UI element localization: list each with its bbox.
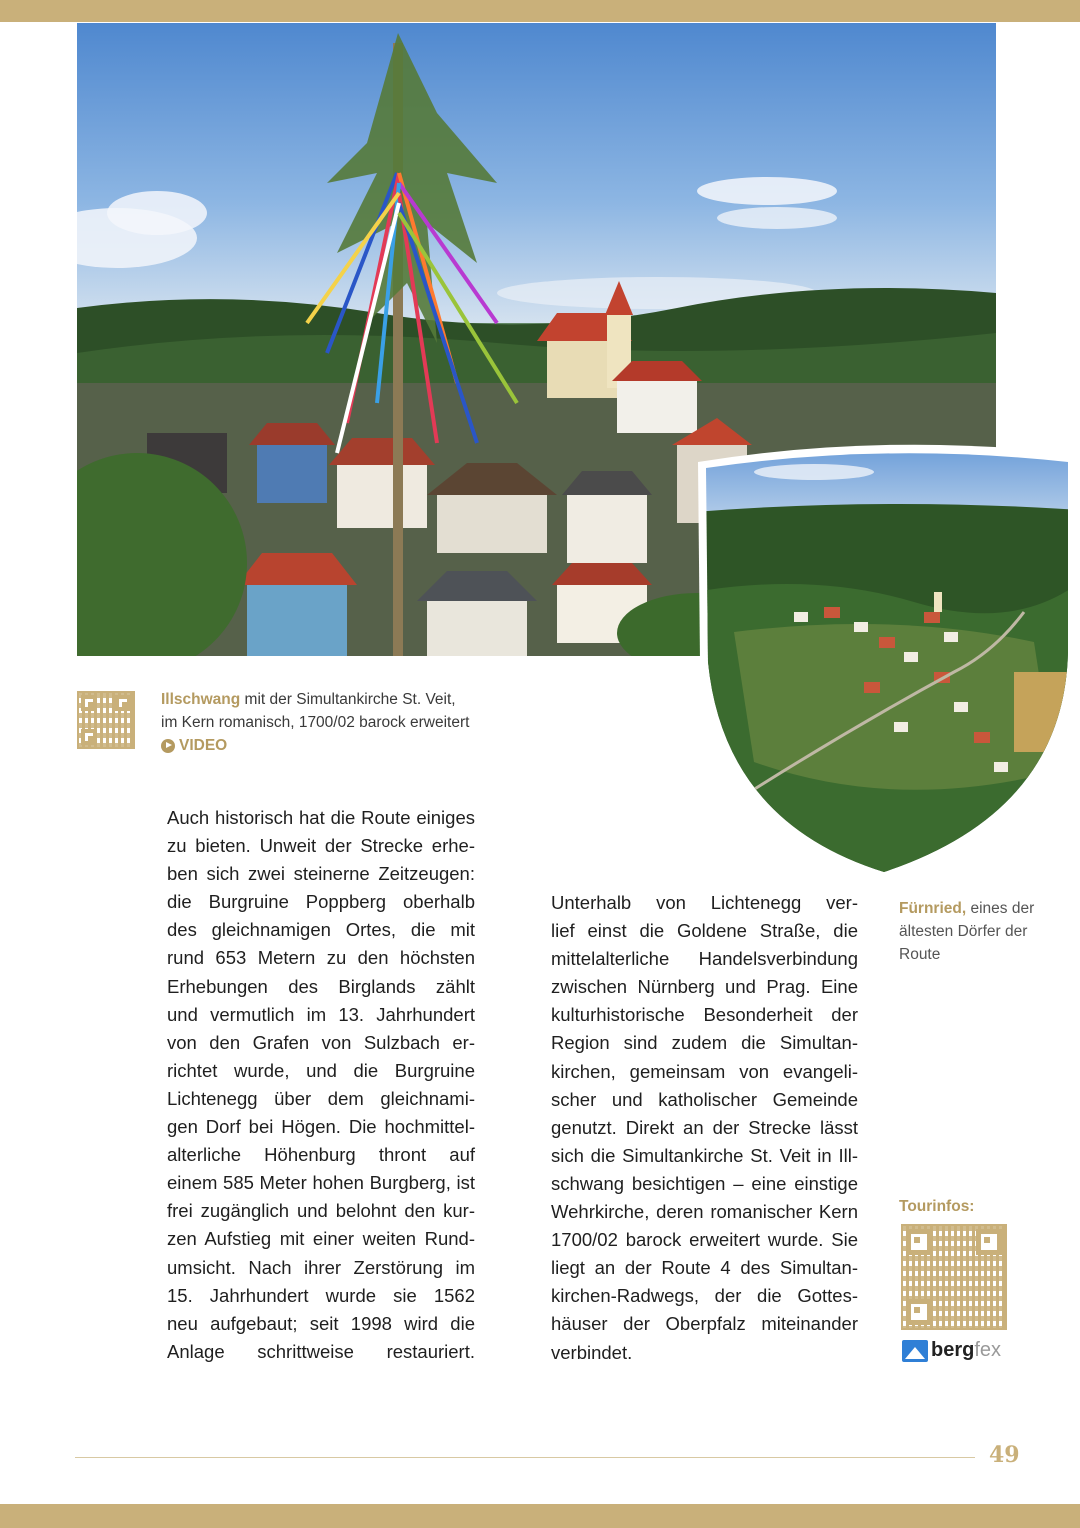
article-column-1 bbox=[167, 804, 475, 1366]
article-line: kirchen-Radwegs, der die Gottes- bbox=[551, 1285, 858, 1307]
article-line: Erhebungen des Birglands zählt bbox=[167, 975, 475, 997]
article-line: Unterhalb von Lichtenegg ver- bbox=[551, 892, 858, 913]
page-number: 49 bbox=[989, 1442, 1020, 1468]
bergfex-logo[interactable] bbox=[902, 1339, 1001, 1362]
qr-finder-icon bbox=[906, 1299, 932, 1325]
caption-text: im Kern romanisch, 1700/02 barock erweitert bbox=[161, 714, 470, 731]
qr-finder-icon bbox=[115, 695, 131, 711]
qr-code-video[interactable] bbox=[77, 691, 135, 749]
article-line: kirchen, gemeinsam von evangeli- bbox=[551, 1060, 858, 1082]
article-line: lief einst die Goldene Straße, die bbox=[551, 920, 858, 942]
bergfex-logo-text: berg bbox=[931, 1339, 975, 1361]
article-line: genutzt. Direkt an der Strecke lässt bbox=[551, 1116, 858, 1138]
play-icon bbox=[161, 739, 175, 753]
article-line: Region sind zudem die Simultan- bbox=[551, 1032, 858, 1054]
article-column-2 bbox=[551, 889, 858, 1367]
tourinfos-label: Tourinfos: bbox=[899, 1198, 975, 1215]
article-line: 15. Jahrhundert wurde sie 1562 bbox=[167, 1284, 475, 1306]
top-band bbox=[0, 0, 1080, 22]
bergfex-logo-text: fex bbox=[974, 1339, 1002, 1361]
video-label: VIDEO bbox=[179, 737, 228, 754]
caption-place: Fürnried, bbox=[899, 900, 967, 917]
article-line: 1700/02 barock erweitert wurde. Sie bbox=[551, 1229, 858, 1251]
caption-text: ältesten Dörfer der bbox=[899, 923, 1028, 940]
article-line: Anlage schrittweise restauriert. bbox=[167, 1340, 475, 1362]
article-line: häuser der Oberpfalz miteinander bbox=[551, 1313, 858, 1335]
article-line: frei zugänglich und belohnt den kur- bbox=[167, 1200, 475, 1222]
article-line: zwischen Nürnberg und Prag. Eine bbox=[551, 976, 858, 998]
article-line: umsicht. Nach ihrer Zerstörung im bbox=[167, 1256, 475, 1278]
article-line: die Burgruine Poppberg oberhalb bbox=[167, 891, 475, 913]
article-line: rund 653 Metern zu den höchsten bbox=[167, 947, 475, 969]
caption-fuernried bbox=[899, 897, 1059, 966]
qr-finder-icon bbox=[976, 1229, 1002, 1255]
article-line: von den Grafen von Sulzbach er- bbox=[167, 1031, 475, 1053]
article-line: scher und katholischer Gemeinde bbox=[551, 1088, 858, 1110]
qr-finder-icon bbox=[81, 695, 97, 711]
qr-finder-icon bbox=[906, 1229, 932, 1255]
article-line: einem 585 Meter hohen Burgberg, ist bbox=[167, 1172, 475, 1194]
bergfex-logo-icon bbox=[902, 1340, 928, 1362]
article-line: zu bieten. Unweit der Strecke erhe- bbox=[167, 835, 475, 857]
article-line: mittelalterliche Handelsverbindung bbox=[551, 948, 858, 970]
article-line: des gleichnamigen Ortes, die mit bbox=[167, 919, 475, 941]
article-line: Auch historisch hat die Route einiges bbox=[167, 807, 475, 828]
article-line: und vermutlich im 13. Jahrhundert bbox=[167, 1003, 475, 1025]
article-line: liegt an der Route 4 des Simultan- bbox=[551, 1257, 858, 1279]
bottom-band bbox=[0, 1504, 1080, 1528]
article-line: verbindet. bbox=[551, 1341, 633, 1363]
qr-code-tourinfos[interactable] bbox=[901, 1224, 1007, 1330]
footer-rule bbox=[75, 1457, 975, 1458]
article-line: alterliche Höhenburg thront auf bbox=[167, 1144, 475, 1166]
article-line: zen Aufstieg mit einer weiten Rund- bbox=[167, 1228, 475, 1250]
caption-text: eines der bbox=[966, 900, 1035, 917]
qr-finder-icon bbox=[81, 729, 97, 745]
article-line: Lichtenegg über dem gleichnami- bbox=[167, 1087, 475, 1109]
article-line: gen Dorf bei Högen. Die hochmittel- bbox=[167, 1116, 475, 1138]
article-line: richtet wurde, und die Burgruine bbox=[167, 1059, 475, 1081]
caption-text: mit der Simultankirche St. Veit, bbox=[240, 691, 456, 708]
photo-fuernried bbox=[694, 432, 1080, 882]
article-line: kulturhistorische Besonderheit der bbox=[551, 1004, 858, 1026]
caption-place: Illschwang bbox=[161, 691, 241, 708]
article-line: Wehrkirche, deren romanischer Kern bbox=[551, 1201, 858, 1223]
caption-text: Route bbox=[899, 946, 941, 963]
caption-illschwang bbox=[161, 688, 541, 757]
article-line: ben sich zwei steinerne Zeitzeugen: bbox=[167, 863, 475, 885]
article-line: neu aufgebaut; seit 1998 wird die bbox=[167, 1312, 475, 1334]
article-line: sich die Simultankirche St. Veit in Ill- bbox=[551, 1144, 858, 1166]
video-link[interactable] bbox=[161, 734, 541, 757]
article-line: schwang besichtigen – eine einstige bbox=[551, 1172, 858, 1194]
